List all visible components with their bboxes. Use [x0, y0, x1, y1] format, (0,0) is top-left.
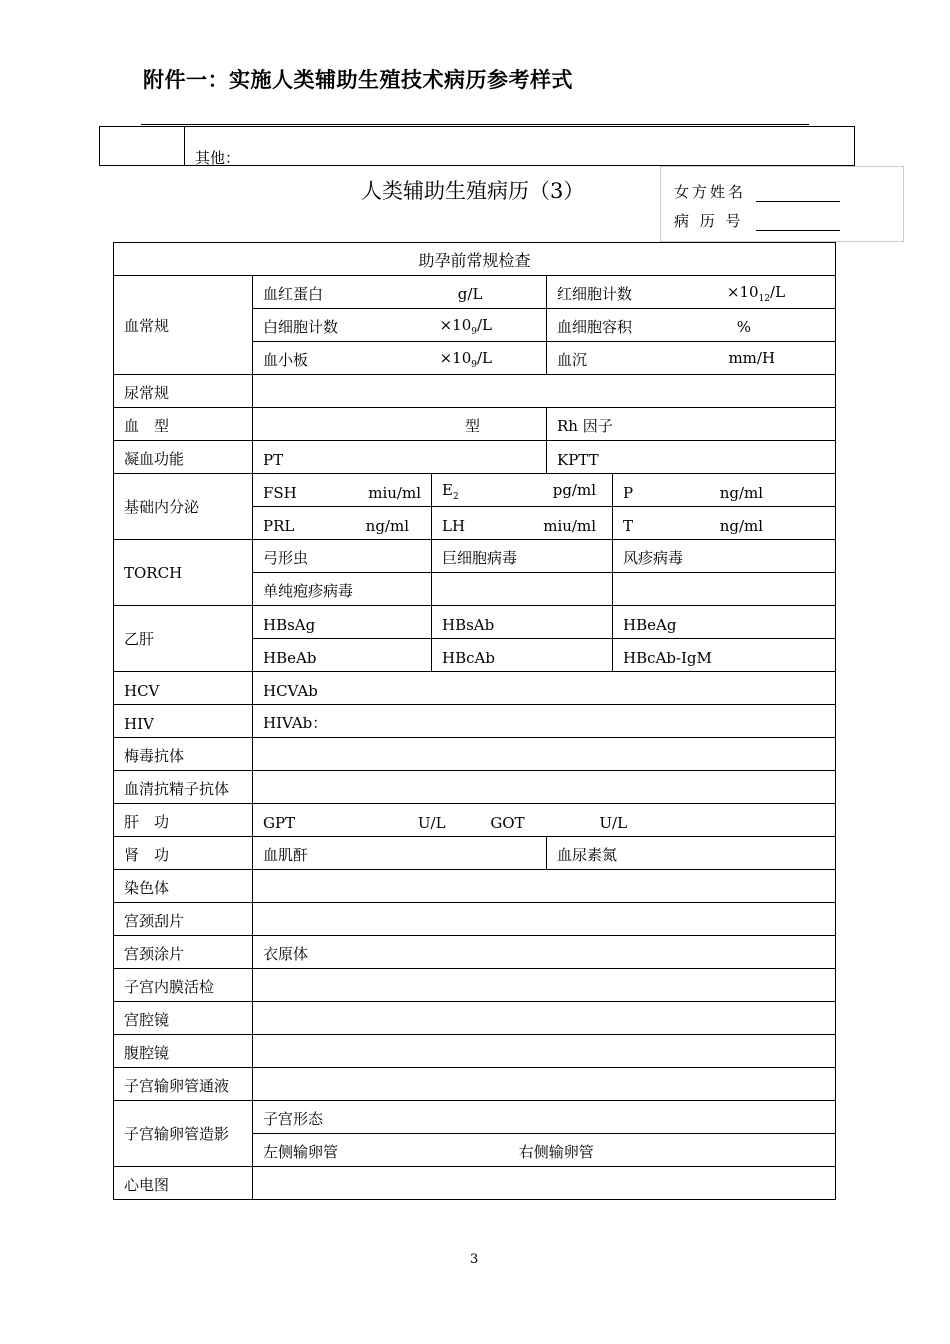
header-title: 附件一：实施人类辅助生殖技术病历参考样式 [143, 68, 573, 92]
liver-function-label: 肝 功 [114, 804, 253, 837]
rh-label: Rh 因子 [557, 417, 613, 435]
hcv-label: HCV [114, 672, 253, 705]
torch-empty-cell[interactable] [432, 573, 613, 606]
hydrotubation-label: 子宫输卵管通液 [114, 1068, 253, 1101]
bun-field[interactable] [547, 837, 836, 870]
fsh-cell[interactable] [253, 474, 432, 507]
rbc-unit: $\times 10_{12}/L$ [726, 283, 786, 304]
got-label: GOT [490, 814, 525, 832]
esr-label: 血沉 [557, 351, 588, 369]
uterus-shape-label: 子宫形态 [263, 1110, 324, 1128]
prl-label: PRL [263, 517, 295, 535]
coagulation-label: 凝血功能 [114, 441, 253, 474]
exam-table [113, 242, 836, 1200]
hiv-label: HIV [114, 705, 253, 738]
pt-label: PT [263, 451, 284, 469]
lh-cell[interactable] [432, 507, 613, 540]
kptt-label: KPTT [557, 451, 599, 469]
cervical-scrape-field[interactable] [253, 903, 836, 936]
hbeab-cell[interactable] [253, 639, 432, 672]
p-cell[interactable] [613, 474, 836, 507]
cervical-scrape-label: 宫颈刮片 [114, 903, 253, 936]
patient-name-field[interactable] [756, 185, 840, 202]
urine-label: 尿常规 [114, 375, 253, 408]
hiv-field[interactable] [253, 705, 836, 738]
blood-type-label: 血 型 [114, 408, 253, 441]
kptt-field[interactable] [547, 441, 836, 474]
hemoglobin-unit: g/L [457, 285, 483, 303]
hcvab-label: HCVAb [263, 682, 318, 700]
bun-label: 血尿素氮 [557, 846, 618, 864]
p-label: P [623, 484, 634, 502]
hbsab-cell[interactable] [432, 606, 613, 639]
toxoplasma-label: 弓形虫 [263, 549, 309, 567]
fsh-unit: miu/ml [368, 484, 421, 502]
toxoplasma-cell[interactable] [253, 540, 432, 573]
t-cell[interactable] [613, 507, 836, 540]
kidney-function-label: 肾 功 [114, 837, 253, 870]
hematocrit-label: 血细胞容积 [557, 318, 633, 336]
cmv-label: 巨细胞病毒 [442, 549, 518, 567]
wbc-unit: $\times 10_9/L$ [439, 316, 492, 337]
hcv-field[interactable] [253, 672, 836, 705]
hbcab-igm-label: HBcAb-IgM [623, 649, 712, 667]
cmv-cell[interactable] [432, 540, 613, 573]
hydrotubation-field[interactable] [253, 1068, 836, 1101]
blood-type-suffix: 型 [464, 417, 480, 435]
hepatitis-b-label: 乙肝 [114, 606, 253, 672]
rubella-cell[interactable] [613, 540, 836, 573]
t-label: T [623, 517, 634, 535]
wbc-cell[interactable] [253, 309, 547, 342]
page-number: 3 [470, 1252, 479, 1267]
platelet-unit: $\times 10_9/L$ [439, 349, 492, 370]
chromosome-field[interactable] [253, 870, 836, 903]
syphilis-label: 梅毒抗体 [114, 738, 253, 771]
torch-empty-cell[interactable] [613, 573, 836, 606]
record-number-label: 病 历 号 [674, 212, 744, 230]
ecg-field[interactable] [253, 1167, 836, 1200]
record-number-row [674, 210, 840, 231]
other-label: 其他： [195, 149, 241, 167]
form-title: 人类辅助生殖病历（3） [361, 179, 585, 203]
e2-cell[interactable] [432, 474, 613, 507]
hbsab-label: HBsAb [442, 616, 495, 634]
hbeab-label: HBeAb [263, 649, 317, 667]
header-rule [141, 124, 809, 125]
hematocrit-unit: % [736, 318, 752, 336]
got-unit: U/L [599, 814, 628, 832]
endometrial-biopsy-label: 子宫内膜活检 [114, 969, 253, 1002]
cervical-smear-label: 宫颈涂片 [114, 936, 253, 969]
rbc-cell[interactable] [547, 276, 836, 309]
syphilis-field[interactable] [253, 738, 836, 771]
prl-cell[interactable] [253, 507, 432, 540]
patient-info-box [660, 166, 904, 242]
patient-name-label: 女方姓名 [674, 183, 747, 201]
hbcab-label: HBcAb [442, 649, 495, 667]
antisperm-label: 血清抗精子抗体 [114, 771, 253, 804]
record-number-field[interactable] [756, 214, 840, 231]
laparoscopy-field[interactable] [253, 1035, 836, 1068]
t-unit: ng/ml [719, 517, 764, 535]
e2-label: $E_2$ [442, 481, 459, 502]
lh-unit: miu/ml [543, 517, 596, 535]
gpt-label: GPT [263, 814, 296, 832]
chlamydia-label: 衣原体 [263, 945, 309, 963]
hbeag-cell[interactable] [613, 606, 836, 639]
left-tube-label: 左侧输卵管 [263, 1143, 339, 1161]
hbeag-label: HBeAg [623, 616, 677, 634]
hemoglobin-label: 血红蛋白 [263, 285, 324, 303]
hsg-label: 子宫输卵管造影 [114, 1101, 253, 1167]
ecg-label: 心电图 [114, 1167, 253, 1200]
fallopian-tubes-field[interactable] [253, 1134, 836, 1167]
antisperm-field[interactable] [253, 771, 836, 804]
right-tube-label: 右侧输卵管 [518, 1143, 594, 1161]
esr-cell[interactable] [547, 342, 836, 375]
prl-unit: ng/ml [365, 517, 409, 535]
e2-unit: pg/ml [552, 481, 596, 499]
liver-function-field[interactable] [253, 804, 836, 837]
blood-type-field[interactable] [253, 408, 547, 441]
hysteroscopy-field[interactable] [253, 1002, 836, 1035]
patient-name-row [674, 181, 840, 202]
hematocrit-cell[interactable] [547, 309, 836, 342]
section-heading: 助孕前常规检查 [114, 243, 836, 276]
creatinine-label: 血肌酐 [263, 846, 309, 864]
cervical-smear-field[interactable] [253, 936, 836, 969]
lh-label: LH [442, 517, 466, 535]
hysteroscopy-label: 宫腔镜 [114, 1002, 253, 1035]
esr-unit: mm/H [728, 349, 776, 367]
platelet-cell[interactable] [253, 342, 547, 375]
wbc-label: 白细胞计数 [263, 318, 339, 336]
hivab-label: HIVAb： [263, 714, 328, 732]
uterus-shape-field[interactable] [253, 1101, 836, 1134]
hbcab-cell[interactable] [432, 639, 613, 672]
previous-page-box [99, 126, 855, 166]
rh-field[interactable] [547, 408, 836, 441]
hsv-label: 单纯疱疹病毒 [263, 582, 354, 600]
laparoscopy-label: 腹腔镜 [114, 1035, 253, 1068]
hbcab-igm-cell[interactable] [613, 639, 836, 672]
creatinine-field[interactable] [253, 837, 547, 870]
endometrial-biopsy-field[interactable] [253, 969, 836, 1002]
p-unit: ng/ml [719, 484, 764, 502]
platelet-label: 血小板 [263, 351, 309, 369]
hbsag-label: HBsAg [263, 616, 316, 634]
hbsag-cell[interactable] [253, 606, 432, 639]
box-divider [184, 127, 185, 165]
rbc-label: 红细胞计数 [557, 285, 633, 303]
hemoglobin-cell[interactable] [253, 276, 547, 309]
blood-routine-label: 血常规 [114, 276, 253, 375]
torch-label: TORCH [114, 540, 253, 606]
chromosome-label: 染色体 [114, 870, 253, 903]
rubella-label: 风疹病毒 [623, 549, 684, 567]
urine-field[interactable] [253, 375, 836, 408]
pt-field[interactable] [253, 441, 547, 474]
endocrine-label: 基础内分泌 [114, 474, 253, 540]
gpt-unit: U/L [417, 814, 446, 832]
fsh-label: FSH [263, 484, 297, 502]
hsv-cell[interactable] [253, 573, 432, 606]
